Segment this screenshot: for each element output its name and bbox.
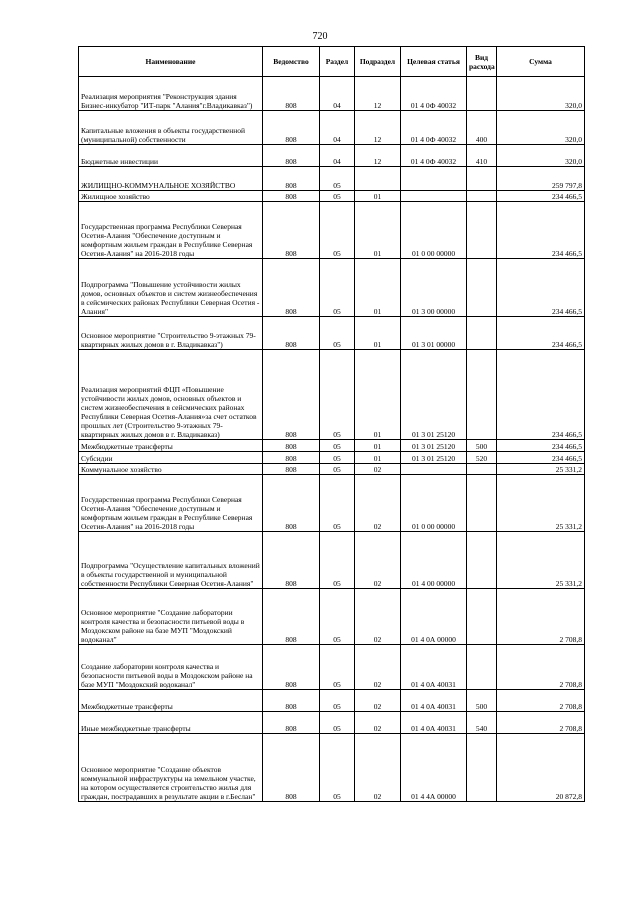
cell-section: 05 [320,191,355,202]
cell-exp-type [467,317,497,350]
cell-section: 05 [320,734,355,802]
cell-name: Основное мероприятие "Создание лаборатории контроля качества и безопасности питьевой воды в Моздокском районе на базе МУП "Моздокский водоканал" [79,589,263,645]
cell-dept: 808 [263,532,320,589]
cell-dept: 808 [263,259,320,317]
cell-amount: 259 797,8 [497,167,585,191]
cell-dept: 808 [263,589,320,645]
cell-amount: 234 466,5 [497,317,585,350]
cell-dept: 808 [263,712,320,734]
table-row [79,167,585,191]
cell-dept: 808 [263,452,320,464]
budget-table [78,46,585,802]
table-row [79,440,585,452]
cell-amount: 234 466,5 [497,452,585,464]
cell-exp-type [467,589,497,645]
cell-section: 05 [320,464,355,475]
cell-section: 05 [320,690,355,712]
table-row [79,77,585,111]
header-name: Наименование [79,47,263,77]
cell-amount: 234 466,5 [497,440,585,452]
cell-exp-type [467,532,497,589]
cell-amount: 320,0 [497,145,585,167]
table-row [79,712,585,734]
cell-target [401,464,467,475]
table-row [79,734,585,802]
cell-target: 01 4 0А 00000 [401,589,467,645]
table-row [79,145,585,167]
cell-amount: 234 466,5 [497,191,585,202]
cell-name: Создание лаборатории контроля качества и безопасности питьевой воды в Моздокском районе на базе МУП "Моздокский водоканал" [79,645,263,690]
cell-target: 01 3 01 25120 [401,350,467,440]
header-section: Раздел [320,47,355,77]
table-header-row [79,47,585,77]
cell-dept: 808 [263,167,320,191]
cell-subsection: 01 [355,202,401,259]
cell-exp-type: 500 [467,690,497,712]
cell-exp-type: 500 [467,440,497,452]
cell-dept: 808 [263,77,320,111]
cell-section: 05 [320,202,355,259]
cell-exp-type: 400 [467,111,497,145]
cell-amount: 20 872,8 [497,734,585,802]
cell-name: Реализация мероприятий ФЦП «Повышение устойчивости жилых домов, основных объектов и систем жизнеобеспечения в сейсмических районах Республики Северная Осетия-Алания»за счет остатков прошлых лет (Строительство 9-этажных 79-квартирных жилых домов в г. Владикавказ) [79,350,263,440]
cell-subsection: 01 [355,452,401,464]
cell-section: 05 [320,645,355,690]
cell-subsection: 01 [355,350,401,440]
cell-exp-type: 410 [467,145,497,167]
cell-dept: 808 [263,111,320,145]
cell-exp-type: 520 [467,452,497,464]
cell-subsection: 12 [355,145,401,167]
cell-dept: 808 [263,734,320,802]
cell-exp-type [467,77,497,111]
cell-section: 05 [320,589,355,645]
cell-dept: 808 [263,475,320,532]
cell-subsection: 01 [355,317,401,350]
cell-target: 01 3 01 25120 [401,452,467,464]
cell-amount: 2 708,8 [497,589,585,645]
cell-section: 04 [320,111,355,145]
cell-name: Государственная программа Республики Северная Осетия-Алания "Обеспечение доступным и комфортным жильем граждан в Республике Северная Осетия-Алания" на 2016-2018 годы [79,475,263,532]
cell-name: Иные межбюджетные трансферты [79,712,263,734]
cell-name: Подпрограмма "Осуществление капитальных вложений в объекты государственной и муниципальной собственности Республики Северная Осетия-Алания" [79,532,263,589]
cell-amount: 25 331,2 [497,475,585,532]
cell-amount: 25 331,2 [497,464,585,475]
cell-target: 01 0 00 00000 [401,475,467,532]
cell-name: Государственная программа Республики Северная Осетия-Алания "Обеспечение доступным и комфортным жильем граждан в Республике Северная Осетия-Алания" на 2016-2018 годы [79,202,263,259]
cell-dept: 808 [263,202,320,259]
cell-target: 01 0 00 00000 [401,202,467,259]
cell-name: Коммунальное хозяйство [79,464,263,475]
cell-section: 05 [320,259,355,317]
header-target: Целевая статья [401,47,467,77]
cell-subsection: 02 [355,464,401,475]
cell-target [401,191,467,202]
cell-section: 05 [320,440,355,452]
cell-amount: 2 708,8 [497,690,585,712]
cell-dept: 808 [263,350,320,440]
cell-section: 05 [320,350,355,440]
cell-target: 01 4 0А 40031 [401,690,467,712]
cell-name: Межбюджетные трансферты [79,690,263,712]
cell-section: 05 [320,712,355,734]
cell-target: 01 4 4А 00000 [401,734,467,802]
cell-target: 01 4 0А 40031 [401,712,467,734]
cell-section: 05 [320,317,355,350]
cell-exp-type [467,191,497,202]
table-row [79,589,585,645]
cell-dept: 808 [263,440,320,452]
cell-amount: 320,0 [497,111,585,145]
cell-subsection: 12 [355,77,401,111]
cell-amount: 25 331,2 [497,532,585,589]
cell-exp-type: 540 [467,712,497,734]
cell-exp-type [467,259,497,317]
cell-exp-type [467,475,497,532]
cell-subsection: 02 [355,645,401,690]
cell-exp-type [467,350,497,440]
cell-target: 01 4 00 00000 [401,532,467,589]
cell-exp-type [467,464,497,475]
cell-exp-type [467,734,497,802]
header-dept: Ведомство [263,47,320,77]
cell-subsection: 01 [355,259,401,317]
cell-subsection: 12 [355,111,401,145]
cell-name: Жилищное хозяйство [79,191,263,202]
cell-amount: 320,0 [497,77,585,111]
cell-target: 01 4 0Ф 40032 [401,145,467,167]
cell-target: 01 3 00 00000 [401,259,467,317]
table-row [79,111,585,145]
header-subsection: Подраздел [355,47,401,77]
cell-dept: 808 [263,464,320,475]
cell-target: 01 4 0Ф 40032 [401,77,467,111]
cell-subsection: 02 [355,589,401,645]
cell-amount: 234 466,5 [497,350,585,440]
cell-amount: 234 466,5 [497,202,585,259]
cell-target: 01 3 01 00000 [401,317,467,350]
cell-name: Подпрограмма "Повышение устойчивости жилых домов, основных объектов и систем жизнеобеспечения в сейсмических районах Республики Северная Осетия - Алания" [79,259,263,317]
cell-subsection: 02 [355,690,401,712]
cell-name: Бюджетные инвестиции [79,145,263,167]
cell-dept: 808 [263,317,320,350]
header-exp-type: Вид расхода [467,47,497,77]
table-row [79,259,585,317]
table-row [79,191,585,202]
cell-target: 01 4 0Ф 40032 [401,111,467,145]
cell-subsection: 02 [355,712,401,734]
cell-subsection [355,167,401,191]
cell-subsection: 02 [355,475,401,532]
cell-section: 05 [320,452,355,464]
page-number: 720 [312,31,328,42]
table-row [79,464,585,475]
cell-name: ЖИЛИЩНО-КОММУНАЛЬНОЕ ХОЗЯЙСТВО [79,167,263,191]
table-row [79,532,585,589]
table-row [79,317,585,350]
header-amount: Сумма [497,47,585,77]
cell-target: 01 3 01 25120 [401,440,467,452]
cell-dept: 808 [263,690,320,712]
table-row [79,475,585,532]
cell-amount: 234 466,5 [497,259,585,317]
cell-name: Капитальные вложения в объекты государственной (муниципальной) собственности [79,111,263,145]
cell-section: 05 [320,167,355,191]
cell-amount: 2 708,8 [497,712,585,734]
cell-dept: 808 [263,645,320,690]
cell-dept: 808 [263,191,320,202]
cell-subsection: 01 [355,191,401,202]
table-row [79,350,585,440]
cell-name: Основное мероприятие "Строительство 9-этажных 79-квартирных жилых домов в г. Владикавказ") [79,317,263,350]
cell-name: Основное мероприятие "Создание объектов коммунальной инфраструктуры на земельном участке, на котором осуществляется строительство жилья для граждан, пострадавших в результате акции в г.Беслан" [79,734,263,802]
cell-section: 04 [320,145,355,167]
cell-name: Реализация мероприятия "Реконструкция здания Бизнес-инкубатор "ИТ-парк "Алания"г.Владикавказ") [79,77,263,111]
cell-target: 01 4 0А 40031 [401,645,467,690]
table-row [79,690,585,712]
cell-exp-type [467,167,497,191]
cell-exp-type [467,645,497,690]
cell-amount: 2 708,8 [497,645,585,690]
cell-exp-type [467,202,497,259]
cell-subsection: 01 [355,440,401,452]
cell-section: 05 [320,475,355,532]
cell-section: 05 [320,532,355,589]
table-row [79,202,585,259]
cell-dept: 808 [263,145,320,167]
cell-section: 04 [320,77,355,111]
cell-target [401,167,467,191]
cell-name: Межбюджетные трансферты [79,440,263,452]
cell-name: Субсидии [79,452,263,464]
cell-subsection: 02 [355,734,401,802]
table-row [79,645,585,690]
cell-subsection: 02 [355,532,401,589]
table-row [79,452,585,464]
